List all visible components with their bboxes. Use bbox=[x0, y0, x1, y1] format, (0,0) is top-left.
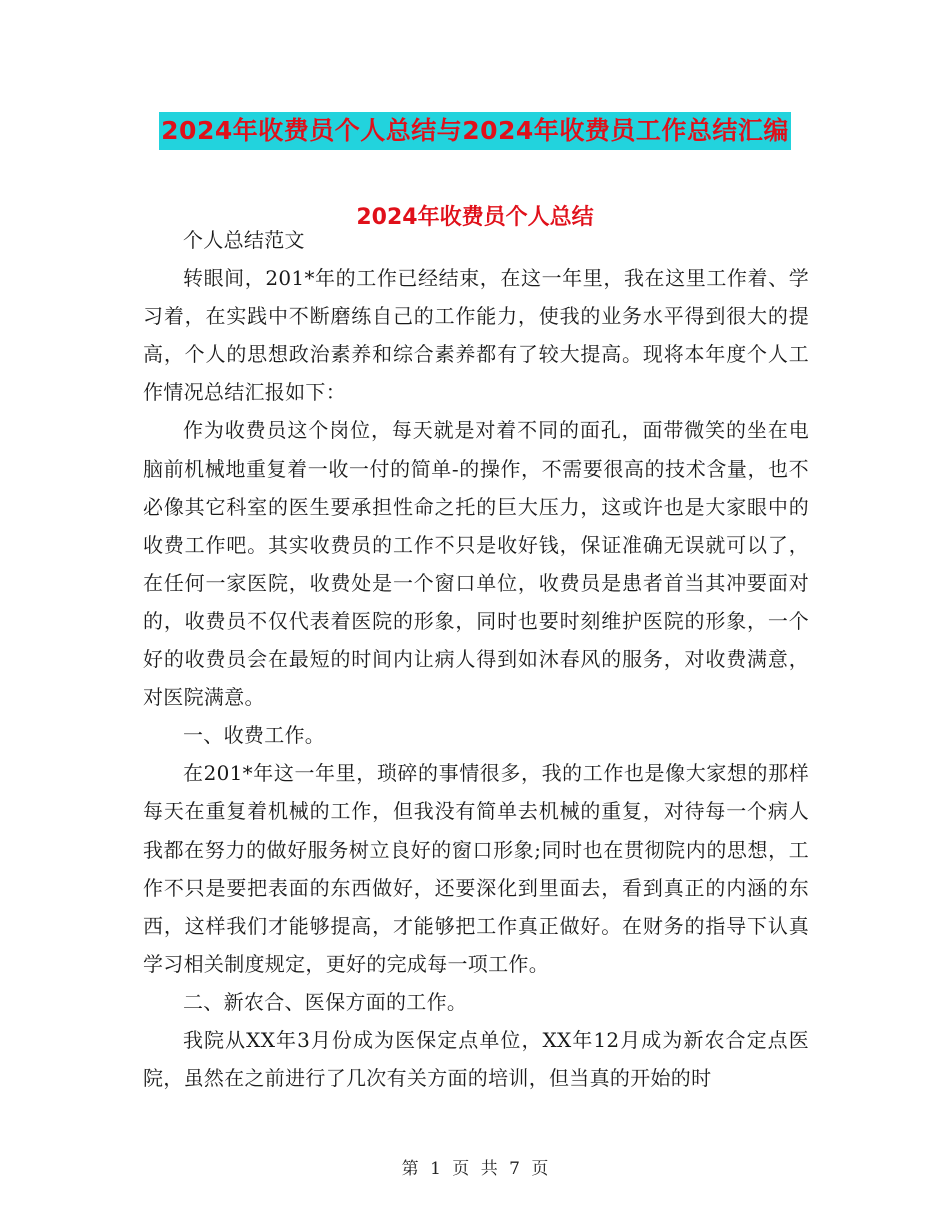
paragraph: 作为收费员这个岗位，每天就是对着不同的面孔，面带微笑的坐在电脑前机械地重复着一收一付的简单-的操作，不需要很高的技术含量，也不必像其它科室的医生要承担性命之托的巨大压力，这或许也是大家眼中的收费工作吧。其实收费员的工作不只是收好钱，保证准确无误就可以了，在任何一家医院，收费处是一个窗口单位，收费员是患者首当其冲要面对的，收费员不仅代表着医院的形象，同时也要时刻维护医院的形象，一个好的收费员会在最短的时间内让病人得到如沐春风的服务，对收费满意，对医院满意。 bbox=[143, 418, 809, 710]
section-heading: 二、新农合、医保方面的工作。 bbox=[183, 989, 468, 1014]
paragraph: 个人总结范文 bbox=[183, 228, 305, 252]
section-title: 2024年收费员个人总结 bbox=[356, 205, 594, 230]
document-body bbox=[143, 221, 809, 1097]
current-page-number: 1 bbox=[430, 1159, 441, 1179]
document-title-wrapper bbox=[0, 112, 950, 150]
footer-prefix: 第 bbox=[401, 1159, 419, 1179]
section-heading: 一、收费工作。 bbox=[183, 723, 326, 748]
paragraph: 我院从XX年3月份成为医保定点单位，XX年12月成为新农合定点医院，虽然在之前进行了几次有关方面的培训，但当真的开始的时 bbox=[143, 1027, 809, 1091]
footer-total-suffix: 页 bbox=[531, 1159, 549, 1179]
total-pages-number: 7 bbox=[509, 1159, 520, 1179]
paragraph: 转眼间，201*年的工作已经结束，在这一年里，我在这里工作着、学习着，在实践中不断磨练自己的工作能力，使我的业务水平得到很大的提高，个人的思想政治素养和综合素养都有了较大提高。现将本年度个人工作情况总结汇报如下： bbox=[143, 266, 809, 405]
page-footer bbox=[0, 1154, 950, 1179]
document-title: 2024年收费员个人总结与2024年收费员工作总结汇编 bbox=[159, 112, 791, 150]
footer-page-label: 页 bbox=[452, 1159, 470, 1179]
paragraph: 在201*年这一年里，琐碎的事情很多，我的工作也是像大家想的那样每天在重复着机械的工作，但我没有简单去机械的重复，对待每一个病人我都在努力的做好服务树立良好的窗口形象;同时也在贯彻院内的思想，工作不只是要把表面的东西做好，还要深化到里面去，看到真正的内涵的东西，这样我们才能够提高，才能够把工作真正做好。在财务的指导下认真学习相关制度规定，更好的完成每一项工作。 bbox=[143, 761, 809, 976]
footer-total-prefix: 共 bbox=[480, 1159, 498, 1179]
